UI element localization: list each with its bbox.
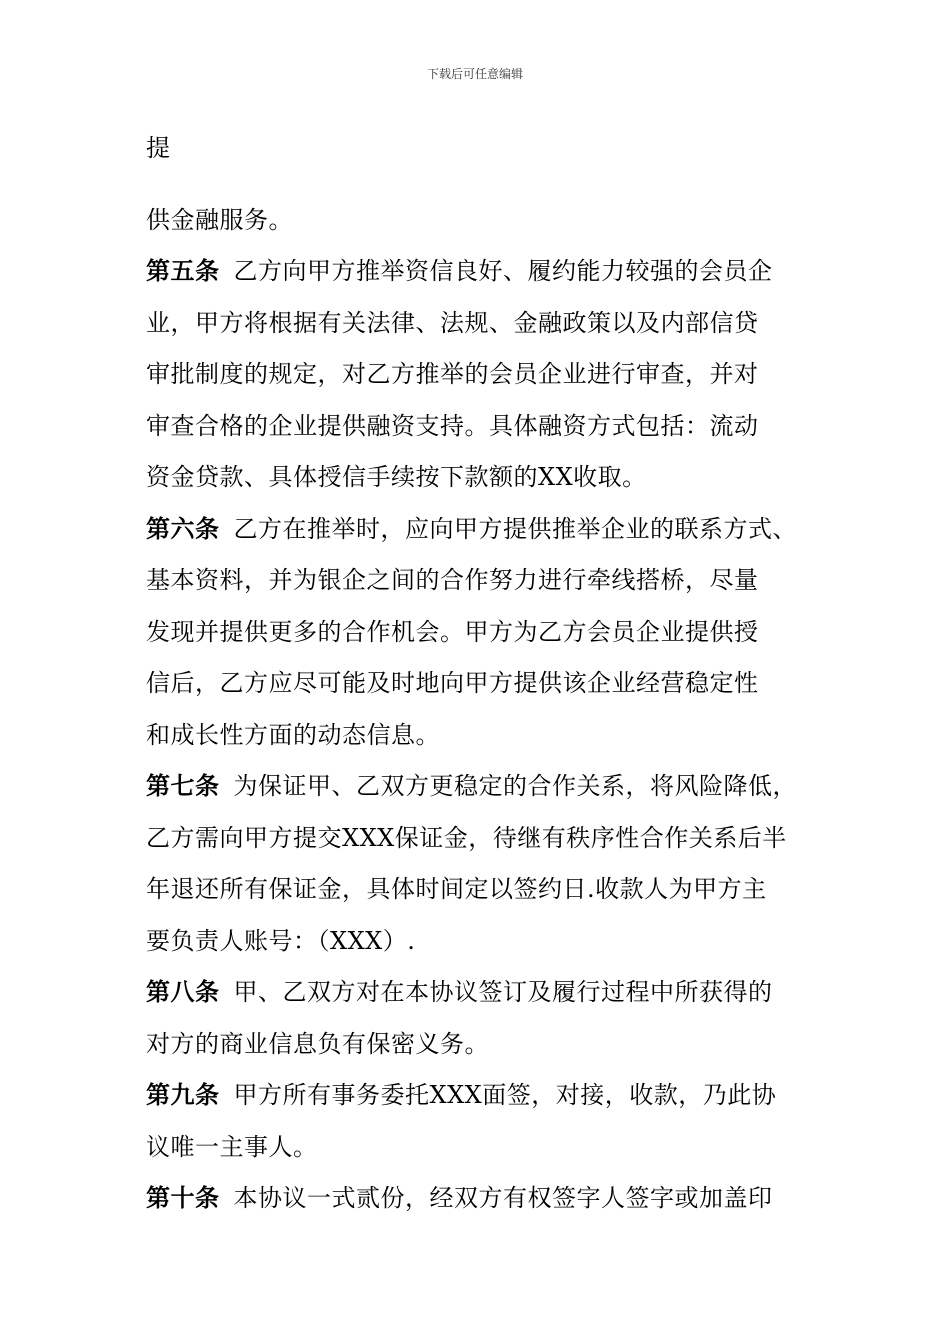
document-body [146, 126, 826, 1228]
article-6-line [146, 507, 826, 559]
line-text: 为保证甲、乙双方更稳定的合作关系，将风险降低， [233, 772, 797, 800]
line-text: 甲、乙双方对在本协议签订及履行过程中所获得的 [233, 978, 773, 1006]
line-text: 供金融服务。 [146, 205, 293, 234]
text-line [146, 455, 826, 507]
article-5-line [146, 249, 826, 301]
text-line [146, 661, 826, 713]
line-text: 资金贷款、具体授信手续按下款额的XX收取。 [146, 463, 647, 491]
article-number: 第五条 [146, 256, 220, 285]
text-line [146, 610, 826, 662]
article-10-line [146, 1176, 826, 1228]
line-text: 年退还所有保证金，具体时间定以签约日.收款人为甲方主 [146, 875, 767, 903]
article-9-line [146, 1073, 826, 1125]
line-text: 乙方在推举时，应向甲方提供推举企业的联系方式、 [233, 514, 797, 543]
page-header: 下载后可任意编辑 [426, 67, 523, 81]
line-text: 发现并提供更多的合作机会。甲方为乙方会员企业提供授 [146, 617, 759, 646]
line-text: 业，甲方将根据有关法律、法规、金融政策以及内部信贷 [146, 308, 759, 337]
text-line [146, 126, 826, 178]
line-text: 乙方向甲方推举资信良好、履约能力较强的会员企 [233, 257, 773, 285]
line-text: 乙方需向甲方提交XXX保证金，待继有秩序性合作关系后半 [146, 823, 787, 852]
text-line [146, 713, 826, 765]
text-line [146, 198, 826, 250]
article-8-line [146, 970, 826, 1022]
line-text: 基本资料，并为银企之间的合作努力进行牵线搭桥，尽量 [146, 566, 759, 594]
text-line [146, 1022, 826, 1074]
text-line [146, 816, 826, 868]
text-line [146, 558, 826, 610]
article-number: 第九条 [146, 1080, 220, 1109]
article-7-line [146, 764, 826, 816]
text-line [146, 867, 826, 919]
line-text: 信后，乙方应尽可能及时地向甲方提供该企业经营稳定性 [146, 669, 759, 697]
article-number: 第六条 [146, 513, 220, 543]
line-text: 要负责人账号：（XXX）. [146, 926, 416, 955]
article-number: 第十条 [146, 1183, 220, 1212]
line-text: 审批制度的规定，对乙方推举的会员企业进行审查，并对 [146, 360, 759, 388]
line-text: 议唯一主事人。 [146, 1132, 318, 1161]
line-text: 提 [146, 134, 171, 162]
text-line [146, 352, 826, 404]
line-text: 本协议一式贰份，经双方有权签字人签字或加盖印 [233, 1184, 773, 1212]
line-text: 和成长性方面的动态信息。 [146, 720, 440, 749]
line-text: 审查合格的企业提供融资支持。具体融资方式包括：流动 [146, 411, 759, 440]
text-line [146, 404, 826, 456]
text-line [146, 919, 826, 971]
line-text: 对方的商业信息负有保密义务。 [146, 1029, 489, 1058]
article-number: 第七条 [146, 771, 220, 800]
line-text: 甲方所有事务委托XXX面签，对接，收款，乃此协 [233, 1081, 777, 1109]
text-line [146, 301, 826, 353]
article-number: 第八条 [146, 977, 220, 1006]
text-line [146, 1125, 826, 1177]
